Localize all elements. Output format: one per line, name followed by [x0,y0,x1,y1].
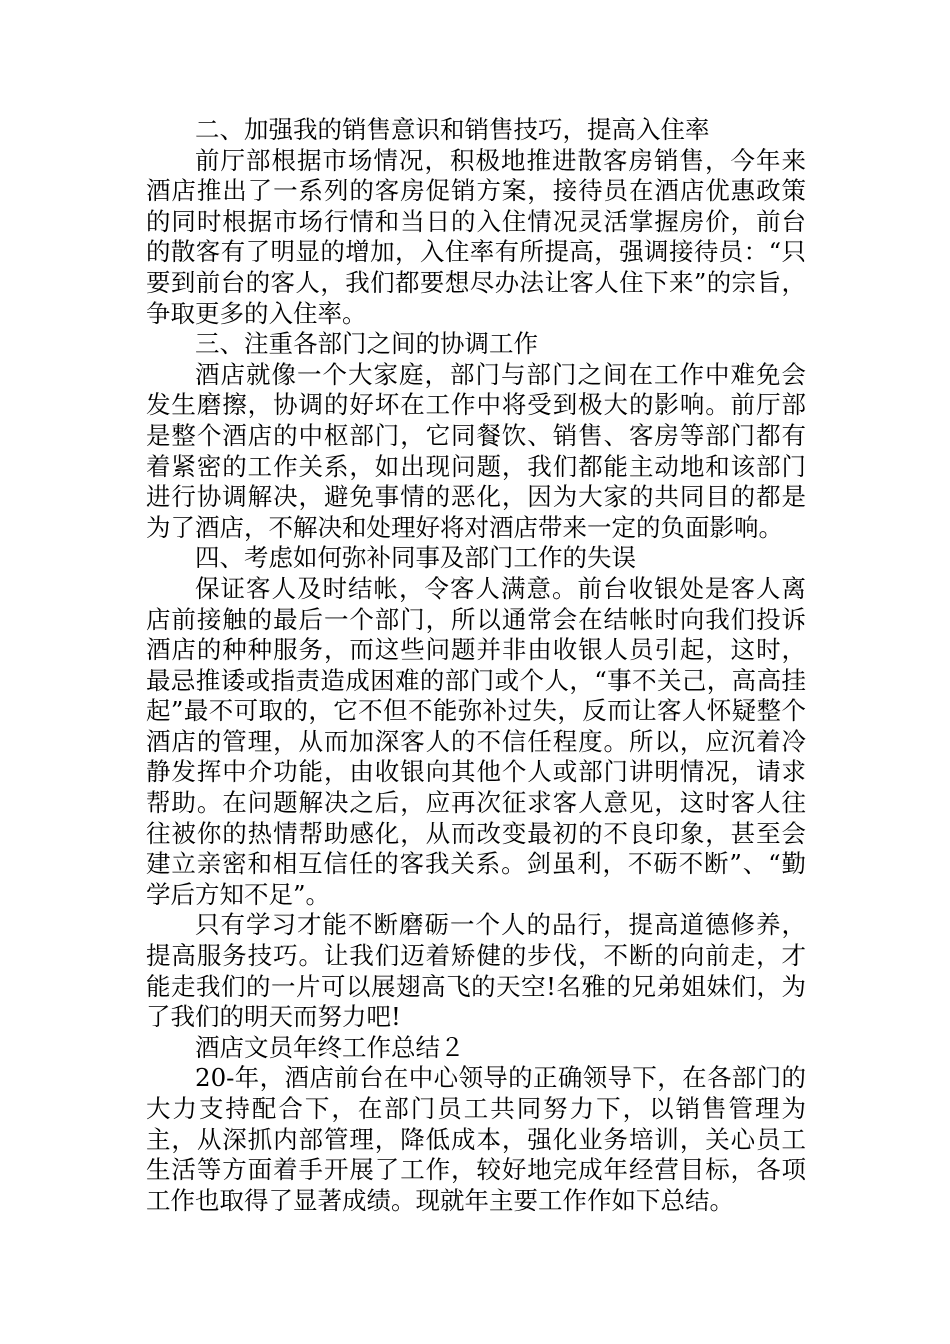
paragraph-room-sales: 前厅部根据市场情况，积极地推进散客房销售，今年来酒店推出了一系列的客房促销方案，接待员在酒店优惠政策的同时根据市场行情和当日的入住情况灵活掌握房价，前台的散客有了明显的增加，入住率有所提高，强调接待员：“只要到前台的客人，我们都要想尽办法让客人住下来”的宗旨，争取更多的入住率。 [146,145,806,328]
heading-department-coordination: 三、注重各部门之间的协调工作 [195,329,538,359]
heading-remedy-mistakes: 四、考虑如何弥补同事及部门工作的失误 [195,543,636,573]
paragraph-learning: 只有学习才能不断磨砺一个人的品行，提高道德修养，提高服务技巧。让我们迈着矫健的步伐，不断的向前走，才能走我们的一片可以展翅高飞的天空!名雅的兄弟姐妹们，为了我们的明天而努力吧! [146,910,806,1032]
paragraph-annual-summary: 20-年，酒店前台在中心领导的正确领导下，在各部门的大力支持配合下，在部门员工共同努力下，以销售管理为主，从深抓内部管理，降低成本，强化业务培训，关心员工生活等方面着手开展了工作，较好地完成年经营目标，各项工作也取得了显著成绩。现就年主要工作作如下总结。 [146,1063,806,1215]
paragraph-coordination: 酒店就像一个大家庭，部门与部门之间在工作中难免会发生磨擦，协调的好坏在工作中将受到极大的影响。前厅部是整个酒店的中枢部门，它同餐饮、销售、客房等部门都有着紧密的工作关系，如出现问题，我们都能主动地和该部门进行协调解决，避免事情的恶化，因为大家的共同目的都是为了酒店，不解决和处理好将对酒店带来一定的负面影响。 [146,359,806,542]
paragraph-checkout-service: 保证客人及时结帐，令客人满意。前台收银处是客人离店前接触的最后一个部门，所以通常会在结帐时向我们投诉酒店的种种服务，而这些问题并非由收银人员引起，这时，最忌推诿或指责造成困难的部门或个人，“事不关己，高高挂起”最不可取的，它不但不能弥补过失，反而让客人怀疑整个酒店的管理，从而加深客人的不信任程度。所以，应沉着冷静发挥中介功能，由收银向其他个人或部门讲明情况，请求帮助。在问题解决之后，应再次征求客人意见，这时客人往往被你的热情帮助感化，从而改变最初的不良印象，甚至会建立亲密和相互信任的客我关系。剑虽利，不砺不断”、“勤学后方知不足”。 [146,573,806,909]
section-title-summary-2: 酒店文员年终工作总结２ [195,1032,465,1062]
document-page [146,115,806,1216]
heading-sales-awareness: 二、加强我的销售意识和销售技巧，提高入住率 [195,115,710,144]
